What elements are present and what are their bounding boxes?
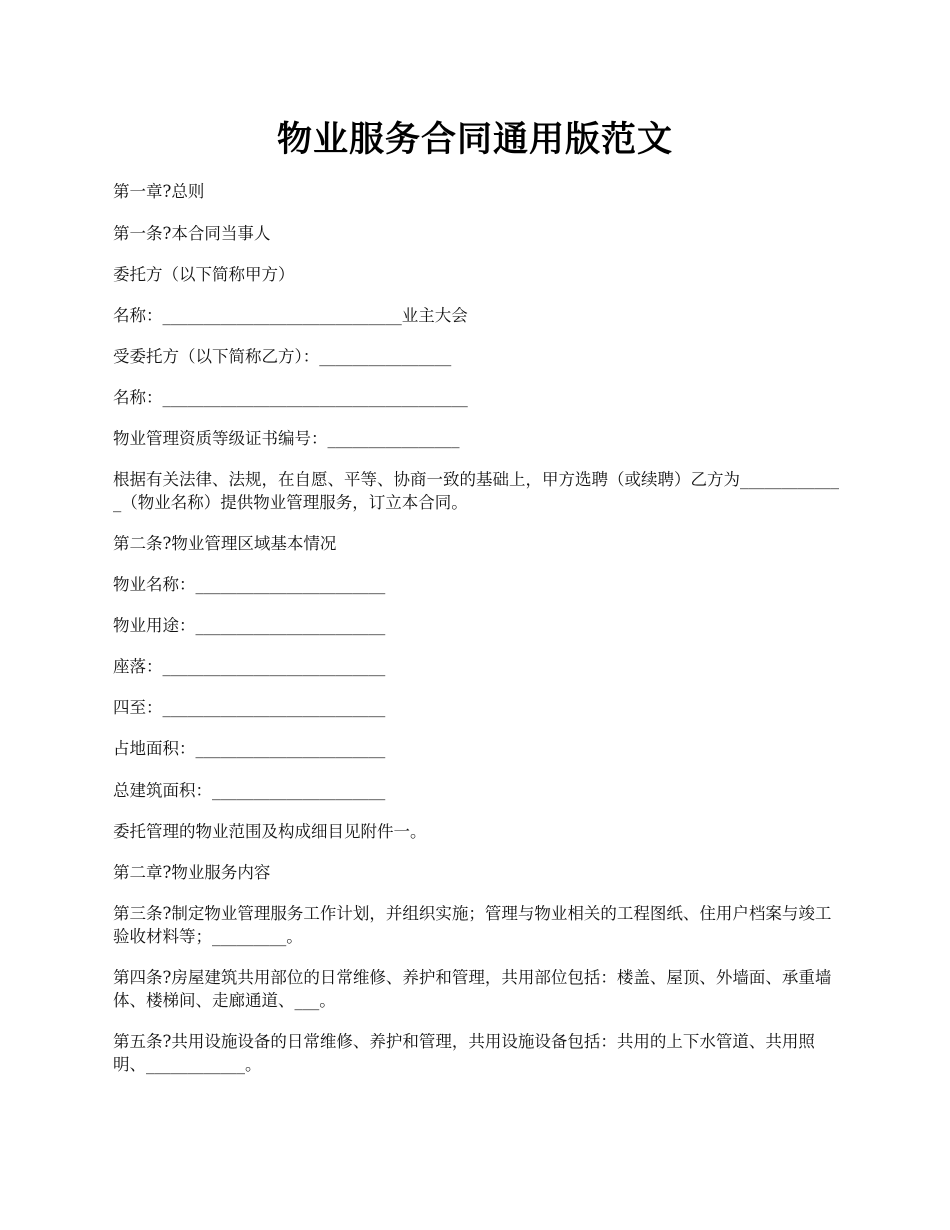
document-title: 物业服务合同通用版范文 xyxy=(276,119,673,160)
property-use-line: 物业用途：_______________________ xyxy=(113,616,386,635)
contract-basis-paragraph: 根据有关法律、法规，在自愿、平等、协商一致的基础上，甲方选聘（或续聘）乙方为_____________（物业名称）提供物业管理服务，订立本合同。 xyxy=(113,470,839,512)
building-area-line: 总建筑面积：_____________________ xyxy=(113,781,386,800)
qualification-cert-line: 物业管理资质等级证书编号：________________ xyxy=(113,429,460,448)
chapter-1-heading: 第一章?总则 xyxy=(113,182,205,201)
property-location-line: 座落：___________________________ xyxy=(113,657,386,676)
article-3-paragraph: 第三条?制定物业管理服务工作计划，并组织实施；管理与物业相关的工程图纸、住用户档案与竣工验收材料等；_________。 xyxy=(113,904,832,946)
property-boundary-line: 四至：___________________________ xyxy=(113,698,386,717)
chapter-2-heading: 第二章?物业服务内容 xyxy=(113,863,271,882)
party-b-name-line: 名称：_____________________________________ xyxy=(113,388,468,407)
article-5-paragraph: 第五条?共用设施设备的日常维修、养护和管理，共用设施设备包括：共用的上下水管道、共用照明、____________。 xyxy=(113,1032,815,1074)
article-4-paragraph: 第四条?房屋建筑共用部位的日常维修、养护和管理，共用部位包括：楼盖、屋顶、外墙面、承重墙体、楼梯间、走廊通道、___。 xyxy=(113,968,832,1010)
party-b-label: 受委托方（以下简称乙方）：________________ xyxy=(113,347,452,366)
article-2-heading: 第二条?物业管理区域基本情况 xyxy=(113,534,337,553)
party-a-label: 委托方（以下简称甲方） xyxy=(113,265,295,284)
article-1-heading: 第一条?本合同当事人 xyxy=(113,224,271,243)
scope-note-paragraph: 委托管理的物业范围及构成细目见附件一。 xyxy=(113,822,427,841)
property-name-line: 物业名称：_______________________ xyxy=(113,575,386,594)
land-area-line: 占地面积：_______________________ xyxy=(113,739,386,758)
party-a-name-line: 名称：_____________________________业主大会 xyxy=(113,306,468,325)
